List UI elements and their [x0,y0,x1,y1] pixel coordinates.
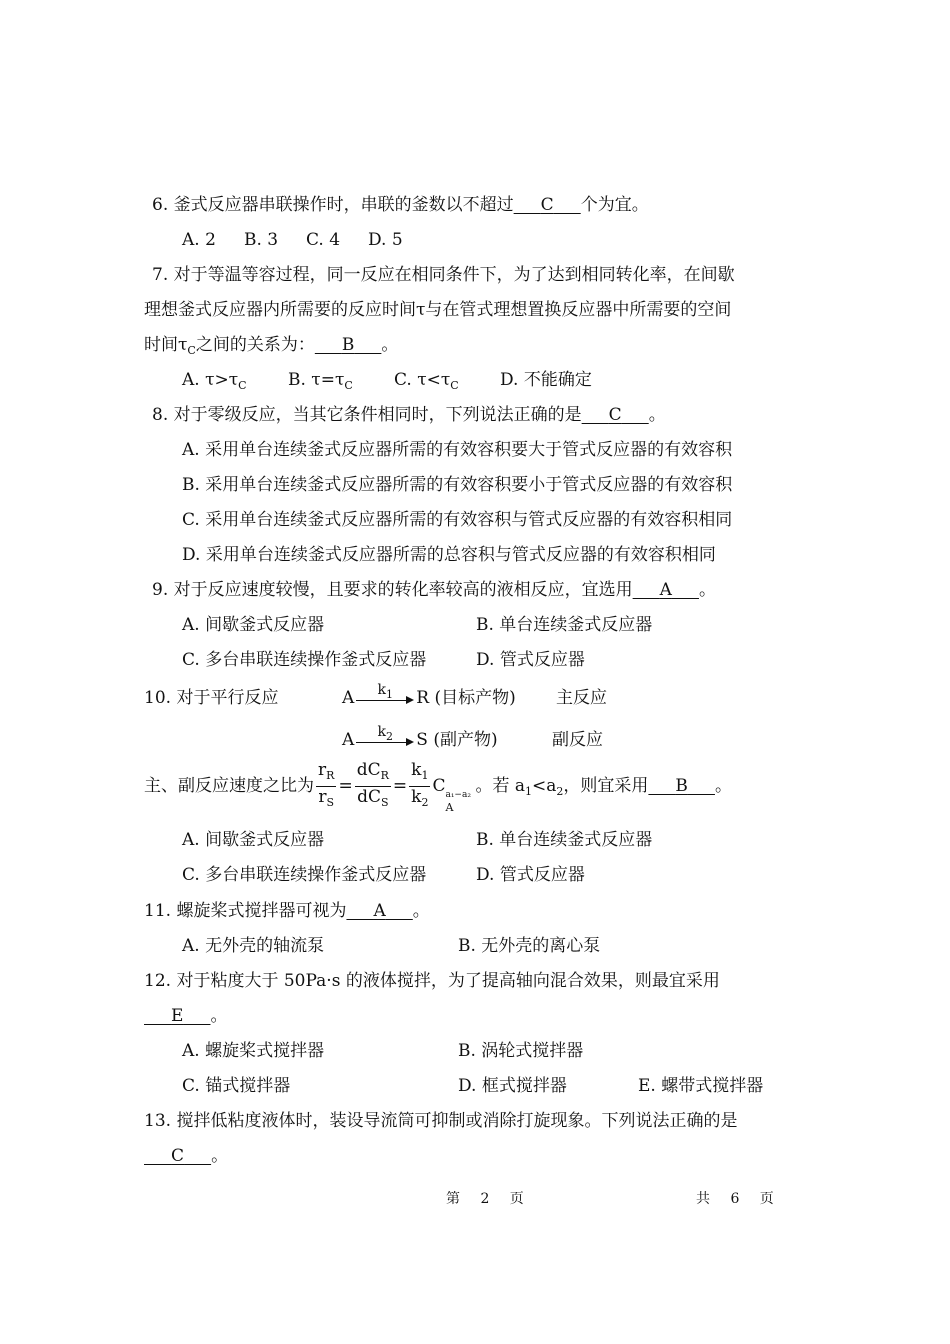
q6-answer: C [540,195,554,215]
q12-option-a: A. 螺旋桨式搅拌器 [182,1041,325,1061]
q11-stem-line [144,899,430,923]
q9-tail: 。 [698,580,716,600]
reaction-arrow-icon: $k_2$ [354,728,416,752]
q13-tail: 。 [211,1146,229,1166]
q10-reaction-main [342,682,516,710]
q12-answer: E [171,1006,184,1026]
q10-fraction-k: $\frac{k_1}{k_2}$ [411,760,429,809]
q13-answer: C [171,1146,185,1166]
q10-option-d: D. 管式反应器 [476,865,585,885]
q9-option-b: B. 单台连续釜式反应器 [476,615,653,635]
q9-option-c: C. 多台串联连续操作釜式反应器 [182,650,427,670]
q6-option-d: D. 5 [368,230,403,250]
q10-r2-reactant: A [342,730,355,750]
q7-tail: 。 [381,335,399,355]
q10-option-c: C. 多台串联连续操作釜式反应器 [182,865,427,885]
q10-concentration: C a₁−a₂ A [432,776,471,814]
q8-answer: C [608,405,622,425]
q12-option-d: D. 框式搅拌器 [458,1076,567,1096]
q7-line3-text: 时间τ [144,335,188,355]
q9-option-a: A. 间歇釜式反应器 [182,615,325,635]
q6-options [182,228,403,252]
q6-stem-line [152,193,649,217]
q11-answer: A [373,901,386,921]
q10-r2-product: S (副产物) [416,730,498,750]
q10-answer: B [675,776,688,796]
q13-answer-line [144,1144,228,1168]
q10-r1-reactant: A [342,688,355,708]
q6-stem: 6. 釜式反应器串联操作时，串联的釜数以不超过 [152,195,514,215]
q10-r2-label: 副反应 [552,730,603,750]
q10-tail: 。 [714,776,732,796]
q9-stem: 9. 对于反应速度较慢，且要求的转化率较高的液相反应，宜选用 [152,580,633,600]
q7-line3 [144,333,398,363]
q7-line2: 理想釜式反应器内所需要的反应时间τ与在管式理想置换反应器中所需要的空间 [144,300,732,320]
q10-equals-2: = [392,776,408,796]
q10-ratio-line: 主、副反应速度之比为 $\frac{r_R}{r_S}$ = $\frac{dC_R}{dC_S}$ = $\frac{k_1}{k_2}$ C a₁−a₂ A 。若 $a_1<a_2$，则宜采用 B 。 [144,760,732,814]
q10-option-b: B. 单台连续釜式反应器 [476,830,653,850]
page-number: 第 2 页 [446,1191,532,1207]
q8-option-a: A. 采用单台连续釜式反应器所需的有效容积要大于管式反应器的有效容积 [182,440,733,460]
q10-ratio-lead: 主、副反应速度之比为 [144,776,314,796]
q8-option-d: D. 采用单台连续釜式反应器所需的总容积与管式反应器的有效容积相同 [182,545,716,565]
q9-answer: A [659,580,672,600]
q10-option-a: A. 间歇釜式反应器 [182,830,325,850]
q10-r1-product: R (目标产物) [416,688,516,708]
reaction-arrow-icon: $k_1$ [354,686,416,710]
q7-line3-sub: C [187,344,196,357]
q6-option-b: B. 3 [244,230,279,250]
q12-answer-line [144,1004,227,1028]
q8-tail: 。 [648,405,666,425]
q11-option-b: B. 无外壳的离心泵 [458,936,601,956]
q11-option-a: A. 无外壳的轴流泵 [182,936,325,956]
q9-option-d: D. 管式反应器 [476,650,585,670]
q12-option-e: E. 螺带式搅拌器 [638,1076,764,1096]
q7-line3-rest: 之间的关系为： [195,335,315,355]
q12-option-c: C. 锚式搅拌器 [182,1076,291,1096]
q10-condition: 。若 a [475,776,525,796]
q8-option-c: C. 采用单台连续釜式反应器所需的有效容积与管式反应器的有效容积相同 [182,510,733,530]
q11-stem: 11. 螺旋桨式搅拌器可视为 [144,901,347,921]
q13-stem: 13. 搅拌低粘度液体时，装设导流筒可抑制或消除打旋现象。下列说法正确的是 [144,1111,738,1131]
q9-stem-line [152,578,716,602]
q12-tail: 。 [210,1006,228,1026]
q7-option-a: A. $\tau>\tau_C$ [182,370,247,392]
q7-answer: B [341,335,355,355]
q10-equals-1: = [338,776,353,796]
q7-line1: 7. 对于等温等容过程，同一反应在相同条件下，为了达到相同转化率，在间歇 [152,265,735,285]
q10-stem: 10. 对于平行反应 [144,688,279,708]
q8-option-b: B. 采用单台连续釜式反应器所需的有效容积要小于管式反应器的有效容积 [182,475,733,495]
q7-option-b: B. $\tau=\tau_C$ [288,370,353,392]
q8-stem-line [152,403,666,427]
q10-r1-label: 主反应 [556,688,607,708]
page-total: 共 6 页 [696,1191,782,1207]
q8-stem: 8. 对于零级反应，当其它条件相同时，下列说法正确的是 [152,405,582,425]
q12-option-b: B. 涡轮式搅拌器 [458,1041,584,1061]
q10-fraction-r: $\frac{r_R}{r_S}$ [318,760,335,809]
q6-option-a: A. 2 [182,230,216,250]
q7-option-c: C. $\tau<\tau_C$ [394,370,459,392]
q11-tail: 。 [412,901,430,921]
q10-reaction-side [342,724,498,752]
q12-stem: 12. 对于粘度大于 50Pa·s 的液体搅拌，为了提高轴向混合效果，则最宜采用 [144,971,720,991]
q7-option-d: D. 不能确定 [500,370,592,390]
q10-fraction-dc: $\frac{dC_R}{dC_S}$ [356,760,389,809]
q6-tail: 个为宜。 [580,195,649,215]
q7-options [182,368,592,398]
q6-option-c: C. 4 [306,230,341,250]
